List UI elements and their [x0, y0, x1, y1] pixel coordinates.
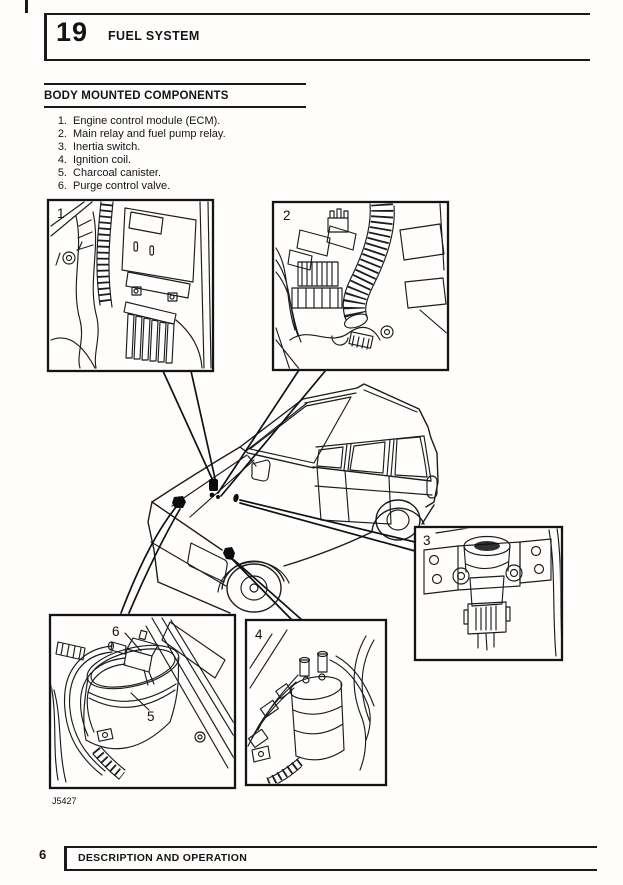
item-label: Main relay and fuel pump relay.: [73, 127, 226, 140]
vehicle-illustration: [148, 384, 438, 613]
leader-lines: [121, 370, 415, 620]
callout-label-3: 3: [423, 533, 431, 548]
list-item: [52, 128, 226, 141]
list-item: [52, 141, 226, 154]
component-list: [52, 115, 226, 192]
item-number: 5.: [57, 166, 67, 179]
item-number: 2.: [57, 127, 67, 140]
callout-label-2: 2: [283, 208, 291, 223]
list-item: [52, 154, 226, 167]
component-markers: [172, 479, 240, 560]
footer-box: [64, 846, 597, 871]
item-label: Ignition coil.: [73, 153, 132, 166]
marker-ecm: [209, 479, 218, 491]
figure-ref-code: J5427: [52, 796, 77, 806]
item-number: 6.: [57, 179, 67, 192]
section-heading: [44, 83, 306, 108]
item-label: Purge control valve.: [73, 179, 171, 192]
callout-label-4: 4: [255, 627, 263, 642]
callout-frame-1: [48, 200, 213, 371]
marker-relays: [216, 495, 220, 499]
section-title: BODY MOUNTED COMPONENTS: [44, 90, 229, 102]
footer-title: DESCRIPTION AND OPERATION: [78, 852, 248, 864]
page-number: 6: [39, 847, 47, 862]
item-number: 4.: [57, 153, 67, 166]
part-label-charcoal-canister: 5: [147, 709, 155, 724]
item-label: Inertia switch.: [73, 140, 141, 153]
chapter-number: 19: [56, 17, 89, 47]
item-number: 3.: [57, 140, 67, 153]
marker-canister: [172, 496, 186, 508]
part-label-purge-valve: 6: [112, 624, 120, 639]
marker-relays: [210, 493, 215, 498]
callout-label-1: 1: [57, 206, 65, 221]
figure-canvas: [0, 190, 623, 835]
item-number: 1.: [57, 115, 67, 127]
item-label: Engine control module (ECM).: [73, 115, 221, 127]
item-label: Charcoal canister.: [73, 166, 162, 179]
marker-inertia-switch: [232, 493, 239, 502]
chapter-title: FUEL SYSTEM: [108, 29, 200, 43]
scan-artifact: [25, 0, 28, 13]
marker-ignition-coil: [223, 547, 235, 560]
chapter-header-box: [44, 13, 590, 61]
list-item: [52, 167, 226, 180]
list-item: [52, 115, 226, 128]
